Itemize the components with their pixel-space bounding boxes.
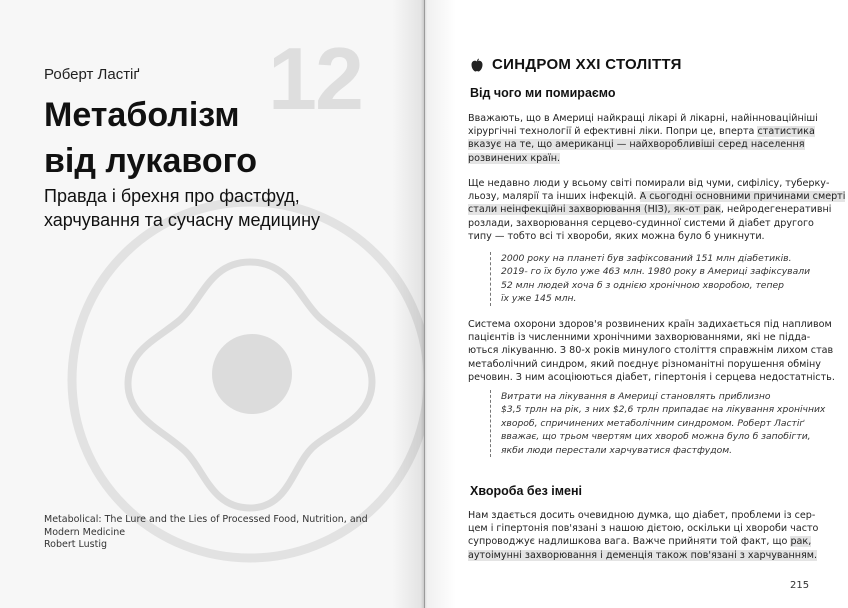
text-span: хірургічні технології й ефективні ліки. Попри це, вперта [468,126,758,138]
quote-line: їх уже 145 млн. [501,293,577,305]
text-line [468,138,808,151]
quote-line: 52 млн людей хоча б з однією хронічною хворобою, тепер [501,279,784,291]
text-span: , нейродегенеративні [720,204,832,216]
text-line: цем і гіпертонія пов'язані з нашою дієтою, оскільки ці хвороби часто [468,523,819,535]
page-number: 215 [790,580,810,591]
title-line: від лукавого [44,142,258,180]
original-author: Robert Lustig [44,539,108,550]
quote-line: вважає, що трьом чвертям цих хвороб можна було б запобігти, [501,431,811,443]
chapter-heading-text: СИНДРОМ XXI СТОЛІТТЯ [492,56,682,73]
paragraph-2 [468,177,846,243]
quote-line: 2019- го їх було уже 463 млн. 1980 року в Америці зафіксували [501,266,811,278]
text-line: ються лікуванню. З 80-х років минулого століття справжнім лихом став [468,345,834,357]
text-line: розлади, захворювання серцево-судинної системи й діабет другого [468,217,814,229]
paragraph-4 [468,509,819,562]
text-line [468,549,818,562]
subtitle-line: Правда і брехня про фастфуд, [44,186,300,206]
quote-line: Витрати на лікування в Америці становлять приблизно [501,391,771,402]
paragraph-1 [468,112,818,165]
book-author: Роберт Ластіґ [44,66,140,83]
text-line [468,203,832,216]
book-subtitle [44,184,374,232]
quote-block [490,390,826,457]
highlight: вказує на те, що американці — найхворобливіші серед населення [468,139,805,151]
paragraph-3 [468,318,835,384]
original-title-line: Metabolical: The Lure and the Lies of Processed Food, Nutrition, and [44,514,368,525]
quote-block [490,252,821,306]
text-line: Ще недавно люди у всьому світі помирали від чуми, сифілісу, туберку- [468,178,830,189]
text-line: речовин. З ним асоціюються діабет, гіпертонія і серцева недостатність. [468,371,835,383]
text-line: Система охорони здоров'я розвинених країн задихається під напливом [468,319,832,330]
section-heading: Від чого ми помираємо [470,86,616,100]
title-line: Метаболізм [44,96,240,134]
text-line [468,190,846,203]
text-line: метаболічний синдром, який поєднує різноманітні порушення обміну [468,358,821,370]
text-line [468,125,815,138]
highlight: А сьогодні основними причинами смерті [639,191,846,203]
highlight: рак, [790,536,812,548]
chapter-heading [470,56,682,73]
text-line: Вважають, що в Америці найкращі лікарі й лікарні, найінноваційніші [468,113,818,124]
quote-line: $3,5 трлн на рік, з них $2,6 трлн припадає на лікування хронічних [501,404,826,416]
highlight: аутоімунні захворювання і деменція також пов'язані з харчуванням. [468,549,818,561]
original-title-line: Modern Medicine [44,526,126,538]
text-line [468,152,808,165]
highlight: розвинених країн. [468,152,561,164]
text-span: льозу, малярії та інших інфекцій. [468,191,640,203]
section-heading: Хвороба без імені [470,484,582,498]
quote-line: якби люди перестали харчуватися фастфудом. [501,444,733,456]
text-line: типу — тобто всі ті хвороби, яких можна було б уникнути. [468,230,765,242]
text-span: супроводжує надлишкова вага. Важче прийняти той факт, що [468,536,791,548]
text-line: Нам здається досить очевидною думка, що діабет, проблеми із сер- [468,510,816,521]
original-title [44,514,384,552]
chapter-number: 12 [268,29,362,128]
text-line: пацієнтів із численними хронічними захворюваннями, які не підда- [468,332,811,344]
subtitle-line: харчування та сучасну медицину [44,210,321,230]
quote-line: хвороб, спричинених метаболічним синдромом. Роберт Ластіґ [501,417,805,429]
egg-yolk [212,334,292,414]
highlight: стали неінфекційні захворювання (НІЗ), як-от рак [468,204,721,216]
highlight: статистика [757,126,815,138]
book-title [44,92,364,184]
right-page [424,0,848,608]
apple-icon [470,58,484,72]
text-line [468,535,812,548]
book-fold [424,0,425,608]
quote-line: 2000 року на планеті був зафіксований 151 млн діабетиків. [501,253,792,264]
